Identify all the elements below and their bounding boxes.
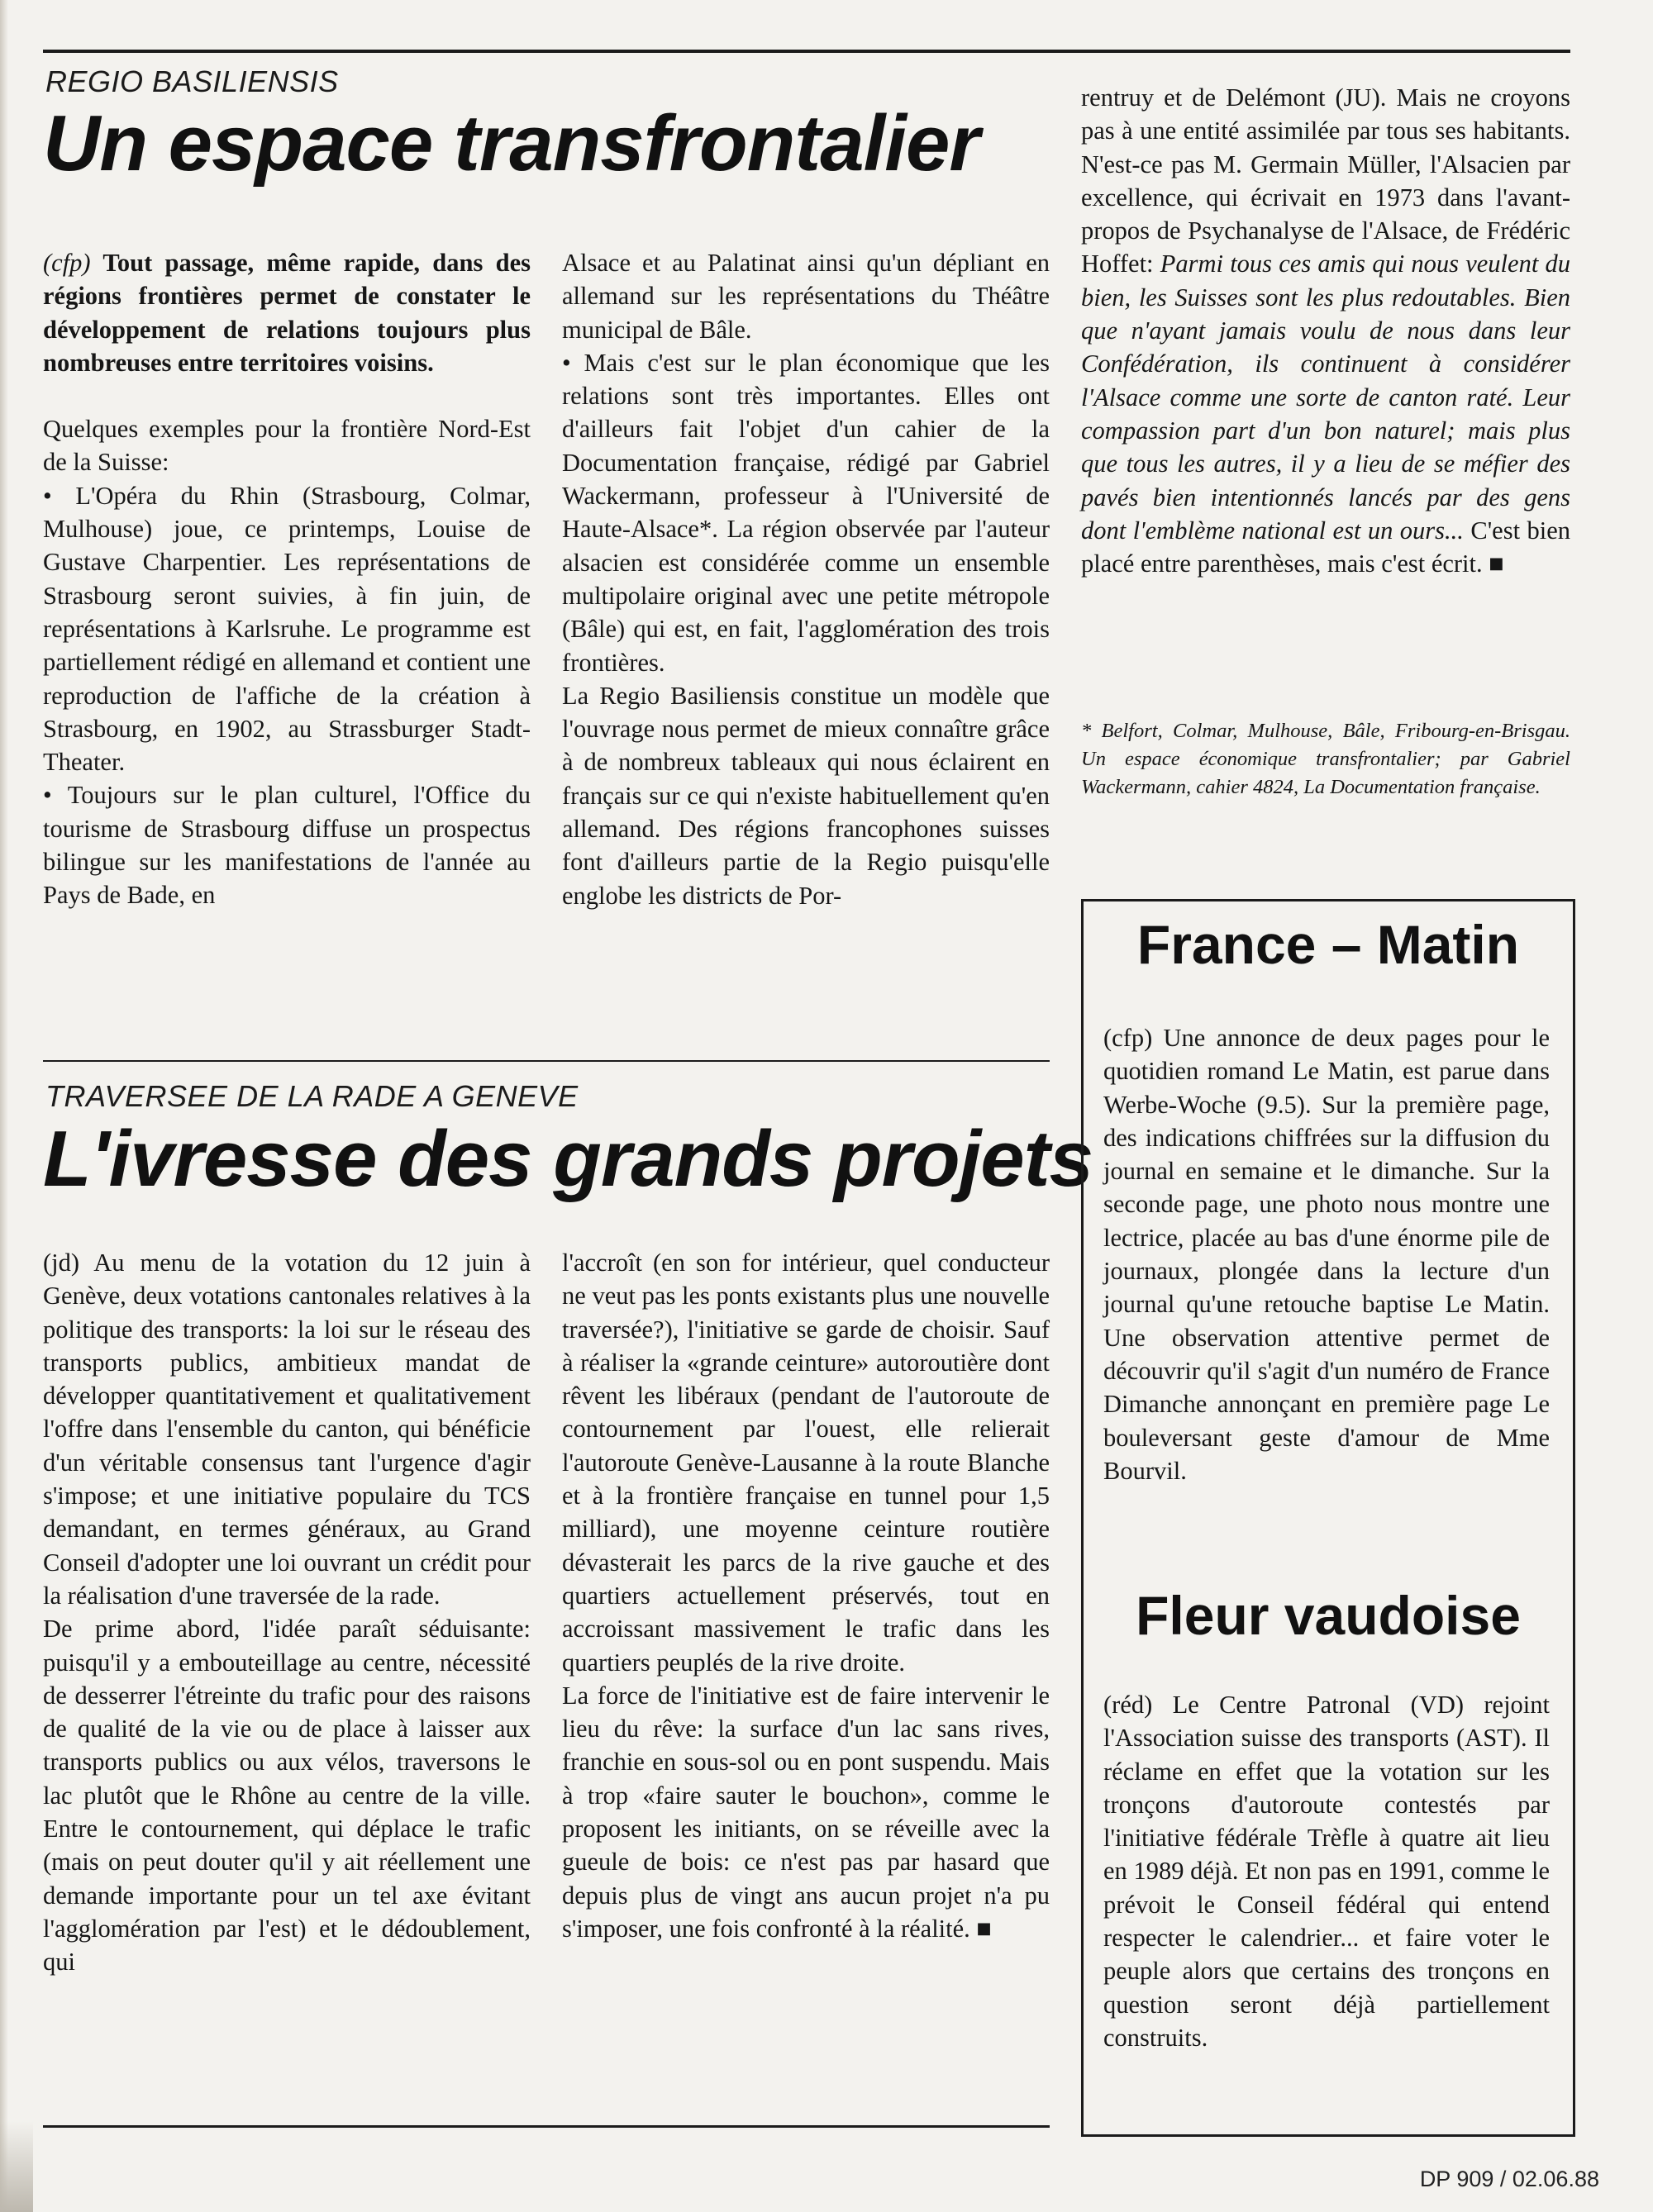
article1-title: Un espace transfrontalier xyxy=(43,99,979,188)
box-title-fleur-vaudoise: Fleur vaudoise xyxy=(1136,1585,1521,1646)
scan-edge-shadow xyxy=(0,0,8,2212)
page-footer: DP 909 / 02.06.88 xyxy=(1419,2167,1599,2191)
article1-column-2 xyxy=(562,246,1050,912)
paragraph: l'accroît (en son for intérieur, quel conducteur ne veut pas les ponts existants plus une nouvelle traversée?), l'initiative se garde de choisir. Sauf à réaliser la «grande ceinture» autoroutière dont rêvent les libéraux (pendant de l'autoroute de contournement par l'ouest, elle relierait l'autoroute Genève-Lausanne à la route Blanche et à la frontière française en tunnel pour 1,5 milliard), une moyenne ceinture routière dévasterait les parcs de la rive gauche et des quartiers actuellement préservés, tout en accroissant massivement le trafic dans les quartiers peuplés de la rive droite. xyxy=(562,1249,1050,1677)
col3-text: rentruy et de Delémont (JU). Mais ne croyons pas à une entité assimilée par tous ses habitants. N'est-ce pas M. Germain Müller, l'Alsacien par excellence, qui écrivait en 1973 dans l'avant-propos de Psychanalyse de l'Alsace, de Frédéric Hoffet: xyxy=(1081,83,1570,278)
quote: Parmi tous ces amis qui nous veulent du bien, les Suisses sont les plus redoutables. Bien que n'ayant jamais voulu de nous dans leur Confédération, ils continuent à considérer l'Alsace comme une sorte de canton raté. Leur compassion part d'un bon naturel; mais plus que tous les autres, il y a lieu de se méfier des pavés bien intentionnés lancés par des gens dont l'emblème national est un ours... xyxy=(1081,250,1570,545)
middle-rule xyxy=(43,1060,1050,1062)
paragraph: Quelques exemples pour la frontière Nord-Est de la Suisse: xyxy=(43,415,531,477)
article1-kicker: REGIO BASILIENSIS xyxy=(45,64,339,98)
article1-footnote: * Belfort, Colmar, Mulhouse, Bâle, Fribourg-en-Brisgau. Un espace économique transfrontalier; par Gabriel Wackermann, cahier 4824, La Documentation française. xyxy=(1081,720,1570,798)
top-rule xyxy=(43,50,1570,53)
article2-column-1 xyxy=(43,1246,531,1979)
paragraph: (jd) Au menu de la votation du 12 juin à Genève, deux votations cantonales relatives à la politique des transports: la loi sur le réseau des transports publics, ambitieux mandat de développer quantitativement et qualitativement l'offre dans l'ensemble du canton, qui bénéficie d'un véritable consensus tant l'urgence d'agir s'impose; et une initiative populaire du TCS demandant, en termes généraux, au Grand Conseil d'adopter une loi ouvrant un crédit pour la réalisation d'une traversée de la rade. xyxy=(43,1249,531,1610)
paragraph: De prime abord, l'idée paraît séduisante: puisqu'il y a embouteillage au centre, nécessité de desserrer l'étreinte du trafic pour des raisons de qualité de la vie ou de place à laisser aux transports publics ou aux vélos, traversons le lac plutôt que le Rhône au centre de la ville. Entre le contournement, qui déplace le trafic (mais on peut douter qu'il y ait réellement une demande importante pour un tel axe évitant l'agglomération par l'est) et le dédoublement, qui xyxy=(43,1615,531,1977)
scan-corner-shadow xyxy=(0,2121,33,2212)
lead-text: Tout passage, même rapide, dans des régions frontières permet de constater le développement de relations toujours plus nombreuses entre territoires voisins. xyxy=(43,249,531,377)
lead-tag: (cfp) xyxy=(43,249,91,277)
article2-title: L'ivresse des grands projets xyxy=(43,1115,1093,1203)
paragraph xyxy=(1081,81,1570,580)
paragraph: Alsace et au Palatinat ainsi qu'un dépliant en allemand sur les représentations du Théâtre municipal de Bâle. xyxy=(562,249,1050,344)
article2-kicker: TRAVERSEE DE LA RADE A GENEVE xyxy=(45,1079,579,1113)
col3-end: C'est bien placé entre parenthèses, mais c'est écrit. ■ xyxy=(1081,516,1571,578)
article2-column-2 xyxy=(562,1246,1050,1945)
paragraph: La Regio Basiliensis constitue un modèle que l'ouvrage nous permet de mieux connaître grâce à de nombreux tableaux qui nous éclairent en français sur ce qui n'existe habituellement qu'en allemand. Des régions francophones suisses font d'ailleurs partie de la Regio puisqu'elle englobe les districts de Por- xyxy=(562,681,1050,910)
box-text-fleur-vaudoise: (réd) Le Centre Patronal (VD) rejoint l'Association suisse des transports (AST). Il réclame en effet que la votation sur les tronçons d'autoroute contestés par l'initiative fédérale Trèfle à quatre ait lieu en 1989 déjà. Et non pas en 1991, comme le prévoit le Conseil fédéral qui entend respecter le calendrier... et faire voter le peuple alors que certains des tronçons en question seront déjà partiellement construits. xyxy=(1103,1691,1550,2052)
paragraph: La force de l'initiative est de faire intervenir le lieu du rêve: la surface d'un lac sans rives, franchie en sous-sol ou en pont suspendu. Mais à trop «faire sauter le bouchon», comme le proposent les initiants, on se réveille avec la gueule de bois: ce n'est pas par hasard que depuis plus de vingt ans aucun projet n'a pu s'imposer, une fois confronté à la réalité. ■ xyxy=(562,1681,1050,1943)
paragraph: • L'Opéra du Rhin (Strasbourg, Colmar, Mulhouse) joue, ce printemps, Louise de Gustave Charpentier. Les représentations de Strasbourg seront suivies, à fin juin, de représentations à Karlsruhe. Le programme est partiellement rédigé en allemand et contient une reproduction de l'affiche de la création à Strasbourg, en 1902, au Strassburger Stadt-Theater. xyxy=(43,481,531,777)
article1-column-3 xyxy=(1081,81,1570,580)
paragraph: • Mais c'est sur le plan économique que les relations sont très importantes. Elles ont d'ailleurs fait l'objet d'un cahier de la Documentation française, rédigé par Gabriel Wackermann, professeur à l'Université de Haute-Alsace*. La région observée par l'auteur alsacien est considérée comme un ensemble multipolaire original avec une petite métropole (Bâle) qui est, en fait, l'agglomération des trois frontières. xyxy=(562,348,1050,677)
article1-column-1 xyxy=(43,246,531,912)
paragraph: • Toujours sur le plan culturel, l'Office du tourisme de Strasbourg diffuse un prospectus bilingue sur les manifestations de l'année au Pays de Bade, en xyxy=(43,781,531,910)
bottom-rule xyxy=(43,2125,1050,2128)
box-title-france-matin: France – Matin xyxy=(1136,914,1520,975)
article1-lead xyxy=(43,246,531,379)
box-text-france-matin: (cfp) Une annonce de deux pages pour le quotidien romand Le Matin, est parue dans Werbe-Woche (9.5). Sur la première page, des indications chiffrées sur la diffusion du journal en semaine et le dimanche. Sur la seconde page, une photo nous montre une lectrice, placée au bas d'une énorme pile de journaux, plongée dans la lecture d'un journal qu'une retouche baptise Le Matin. Une observation attentive permet de découvrir qu'il s'agit d'un numéro de France Dimanche annonçant en première page Le bouleversant geste d'amour de Mme Bourvil. xyxy=(1103,1024,1550,1485)
